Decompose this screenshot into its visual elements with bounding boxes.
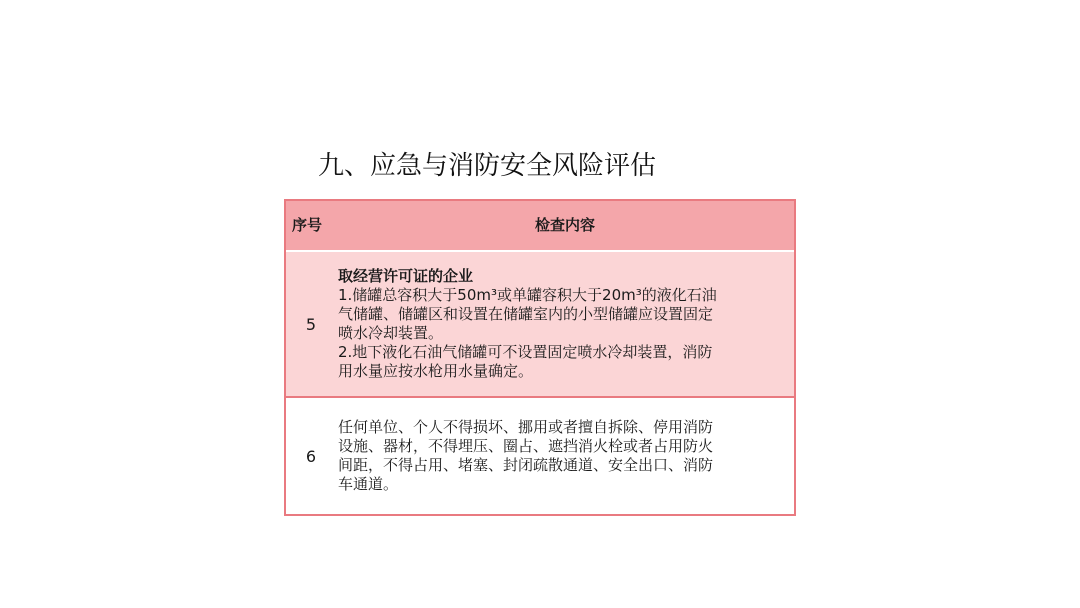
row-heading: 取经营许可证的企业 [338,267,474,285]
content-line: 间距，不得占用、堵塞、封闭疏散通道、安全出口、消防 [338,456,714,474]
table-row [286,252,794,398]
content-line: 2.地下液化石油气储罐可不设置固定喷水冷却装置，消防 [338,343,713,361]
table-row [286,398,794,514]
row-content [338,398,788,514]
row-number: 5 [305,314,317,334]
content-line: 任何单位、个人不得损坏、挪用或者擅自拆除、停用消防 [338,418,714,436]
inspection-table [284,199,796,516]
content-line: 喷水冷却装置。 [338,324,444,342]
page-title: 九、应急与消防安全风险评估 [318,151,657,181]
content-line: 1.储罐总容积大于50m³或单罐容积大于20m³的液化石油 [338,286,717,304]
table-header [286,201,794,252]
content-line: 用水量应按水枪用水量确定。 [338,362,534,380]
column-header-no: 序号 [292,216,323,234]
content-line: 气储罐、储罐区和设置在储罐室内的小型储罐应设置固定 [338,305,714,323]
content-line: 车通道。 [338,475,399,493]
content-line: 设施、器材，不得埋压、圈占、遮挡消火栓或者占用防火 [338,437,714,455]
row-number: 6 [305,446,317,466]
column-header-content: 检查内容 [534,216,595,234]
row-content [338,252,788,396]
